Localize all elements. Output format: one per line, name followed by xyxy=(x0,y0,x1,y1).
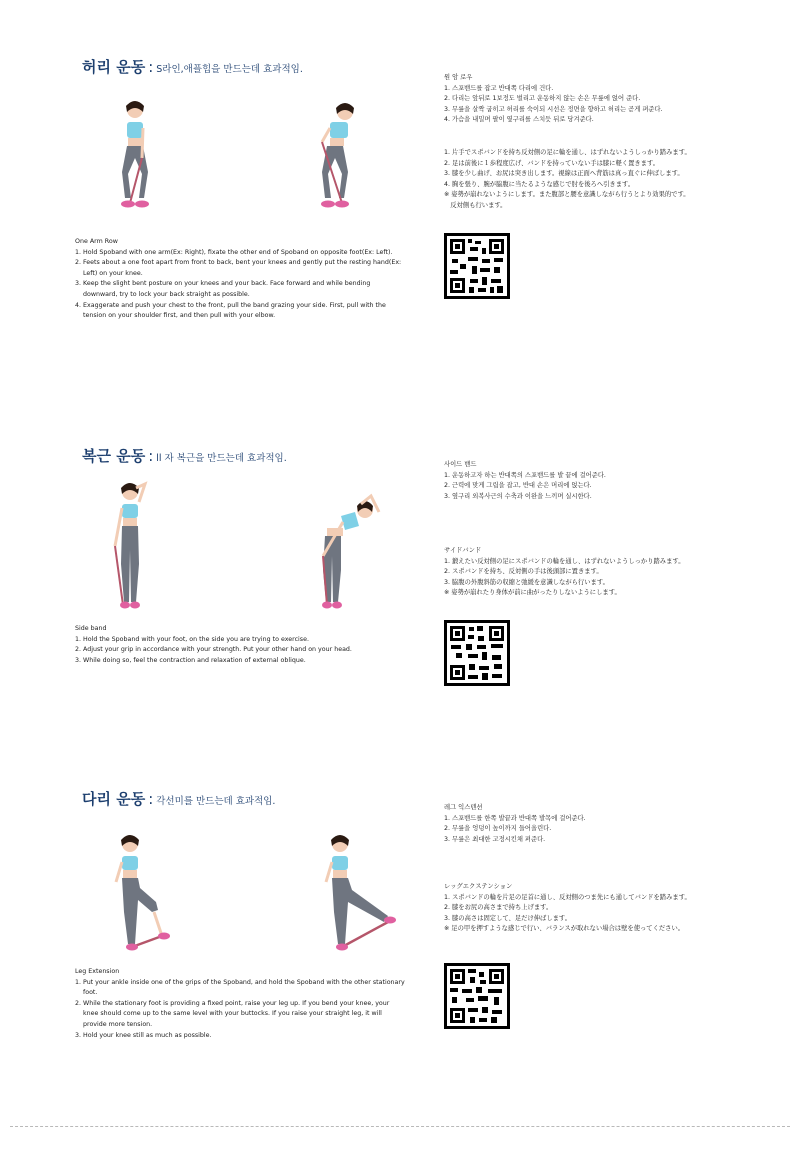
leg-extension-figure-2 xyxy=(318,832,398,957)
leg-extension-figure-1 xyxy=(108,832,178,957)
section-title-main: 허리 운동 xyxy=(82,58,146,76)
section-title-main: 다리 운동 xyxy=(82,790,146,808)
section-title-colon: : xyxy=(148,447,154,465)
instruction-step: 1. 운동하고자 하는 반대쪽의 스포밴드를 발 끝에 걸어준다. xyxy=(444,471,606,479)
exercise-title-en: Leg Extension xyxy=(75,968,120,975)
exercise-title-en: Side band xyxy=(75,625,107,632)
instruction-step: 3. 무릎을 살짝 굽히고 허리를 숙이되 시선은 정면을 향하고 허리는 곧게 펴준다. xyxy=(444,105,663,113)
instruction-step: 2. スポバンドを持ち、反対側の手は後頭部に置きます。 xyxy=(444,568,603,576)
instruction-step: 3. 옆구리 외복사근의 수축과 이완을 느끼며 실시한다. xyxy=(444,492,592,500)
bottom-dashed-divider xyxy=(10,1126,790,1127)
instructions-ko xyxy=(444,73,784,126)
instructions-ja xyxy=(444,546,784,599)
instruction-step: 2. Feets about a one foot apart from front to back, bent your knees and gently put the resting hand(Ex: Left) on your knee. xyxy=(75,259,402,277)
exercise-title-ja: レッグエクステンション xyxy=(444,883,513,890)
instruction-step: 2. 다리는 앞뒤로 1보정도 벌리고 운동하지 않는 손은 무릎에 얹어 준다. xyxy=(444,95,641,103)
instruction-step: 2. 무릎을 엉덩이 높이까지 들어올린다. xyxy=(444,825,552,833)
instruction-step: 1. 片手でスポバンドを持ち反対側の足に輪を通し、はずれないようしっかり踏みます。 xyxy=(444,149,691,156)
instruction-step: 3. Hold your knee still as much as possible. xyxy=(75,1031,212,1039)
instruction-step: 3. While doing so, feel the contraction and relaxation of external oblique. xyxy=(75,656,306,664)
section-title-sub: ll 자 복근을 만드는데 효과적임. xyxy=(156,453,287,464)
qr-code-icon xyxy=(444,620,510,686)
instructions-ja xyxy=(444,148,784,212)
instructions-en xyxy=(75,624,405,666)
instruction-step: 1. 鍛えたい反対側の足にスポバンドの輪を通し、はずれないようしっかり踏みます。 xyxy=(444,557,685,565)
exercise-title-ko: 레그 익스텐션 xyxy=(444,804,483,811)
side-band-figure-2 xyxy=(305,480,385,615)
instructions-ja xyxy=(444,882,784,935)
instruction-step: 4. 胸を張り、腕が脇腹に当たるような感じで肘を後ろへ引きます。 xyxy=(444,180,635,188)
instruction-step: 2. 근력에 맞게 그립을 잡고, 반대 손은 머리에 얹는다. xyxy=(444,482,592,490)
instruction-step: 3. 무릎은 최대한 고정시킨채 펴준다. xyxy=(444,835,546,843)
instructions-en xyxy=(75,237,405,322)
section-title xyxy=(82,56,303,77)
section-title xyxy=(82,788,275,809)
instruction-step: 1. 스포밴드를 잡고 반대쪽 다리에 건다. xyxy=(444,84,554,92)
section-title-colon: : xyxy=(148,58,154,76)
instruction-step: 反対側も行います。 xyxy=(444,201,507,209)
instruction-step: 1. Hold Spoband with one arm(Ex: Right), fixate the other end of Spoband on opposite foot(Ex: Left). xyxy=(75,248,393,256)
section-title-sub: S라인,애플힙을 만드는데 효과적임. xyxy=(156,64,303,75)
qr-code-icon xyxy=(444,963,510,1029)
section-title-sub: 각선미를 만드는데 효과적임. xyxy=(156,796,276,807)
exercise-title-ko: 원 암 로우 xyxy=(444,74,473,81)
instruction-step: ※ 姿勢が崩れたり身体が前に曲がったりしないようにします。 xyxy=(444,589,621,597)
instruction-step: ※ 姿勢が崩れないようにします。また腹部と腰を意識しながら行うとより効果的です。 xyxy=(444,191,690,199)
section-title-colon: : xyxy=(148,790,154,808)
instruction-step: ※ 足の甲を押すような感じで行い、バランスが取れない場合は壁を使ってください。 xyxy=(444,925,685,933)
instruction-step: 3. 膝の高さは固定して、足だけ伸ばします。 xyxy=(444,914,572,922)
instruction-step: 2. 膝をお尻の高さまで持ち上げます。 xyxy=(444,904,553,912)
section-title xyxy=(82,445,287,466)
instruction-step: 2. 足は前後に１歩程度広げ、バンドを持っていない手は膝に軽く置きます。 xyxy=(444,159,660,167)
instruction-step: 4. Exaggerate and push your chest to the front, pull the band grazing your side. First, pull with the tension on your shoulder first, and then pull with your elbow. xyxy=(75,301,386,320)
one-arm-row-figure-1 xyxy=(100,98,170,218)
instruction-step: 3. 膝を少し曲げ、お尻は突き出します。視線は正面へ背筋は真っ直ぐに伸ばします。 xyxy=(444,170,684,178)
exercise-title-en: One Arm Row xyxy=(75,238,118,245)
instruction-step: 2. While the stationary foot is providing a fixed point, raise your leg up. If you bend your knee, your knee should come up to the same level with your buttocks. If you raise your straight leg, it will provide more tension. xyxy=(75,999,390,1028)
exercise-title-ko: 사이드 밴드 xyxy=(444,461,477,468)
instruction-step: 1. スポバンドの輪を片足の足首に通し、反対側のつま先にも通してバンドを踏みます。 xyxy=(444,893,691,901)
side-band-figure-1 xyxy=(105,480,155,615)
instruction-step: 1. Hold the Spoband with your foot, on the side you are trying to exercise. xyxy=(75,635,309,643)
instructions-ko xyxy=(444,803,784,845)
instruction-step: 1. 스포밴드를 한쪽 발끝과 반대쪽 발목에 걸어준다. xyxy=(444,814,586,822)
section-title-main: 복근 운동 xyxy=(82,447,146,465)
instruction-step: 3. 脇腹の外腹斜筋の収縮と弛緩を意識しながら行います。 xyxy=(444,578,609,586)
one-arm-row-figure-2 xyxy=(300,98,370,218)
exercise-title-ja: サイドバンド xyxy=(444,547,482,554)
instruction-step: 3. Keep the slight bent posture on your knees and your back. Face forward and while bending downward, try to lock your back straight as possible. xyxy=(75,280,371,298)
qr-code-icon xyxy=(444,233,510,299)
instruction-step: 4. 가슴을 내밀며 팔이 옆구리를 스치듯 뒤로 당겨준다. xyxy=(444,116,594,124)
instructions-ko xyxy=(444,460,784,502)
instructions-en xyxy=(75,967,405,1041)
instruction-step: 2. Adjust your grip in accordance with your strength. Put your other hand on your head. xyxy=(75,646,352,654)
instruction-step: 1. Put your ankle inside one of the grips of the Spoband, and hold the Spoband with the other stationary foot. xyxy=(75,978,405,997)
